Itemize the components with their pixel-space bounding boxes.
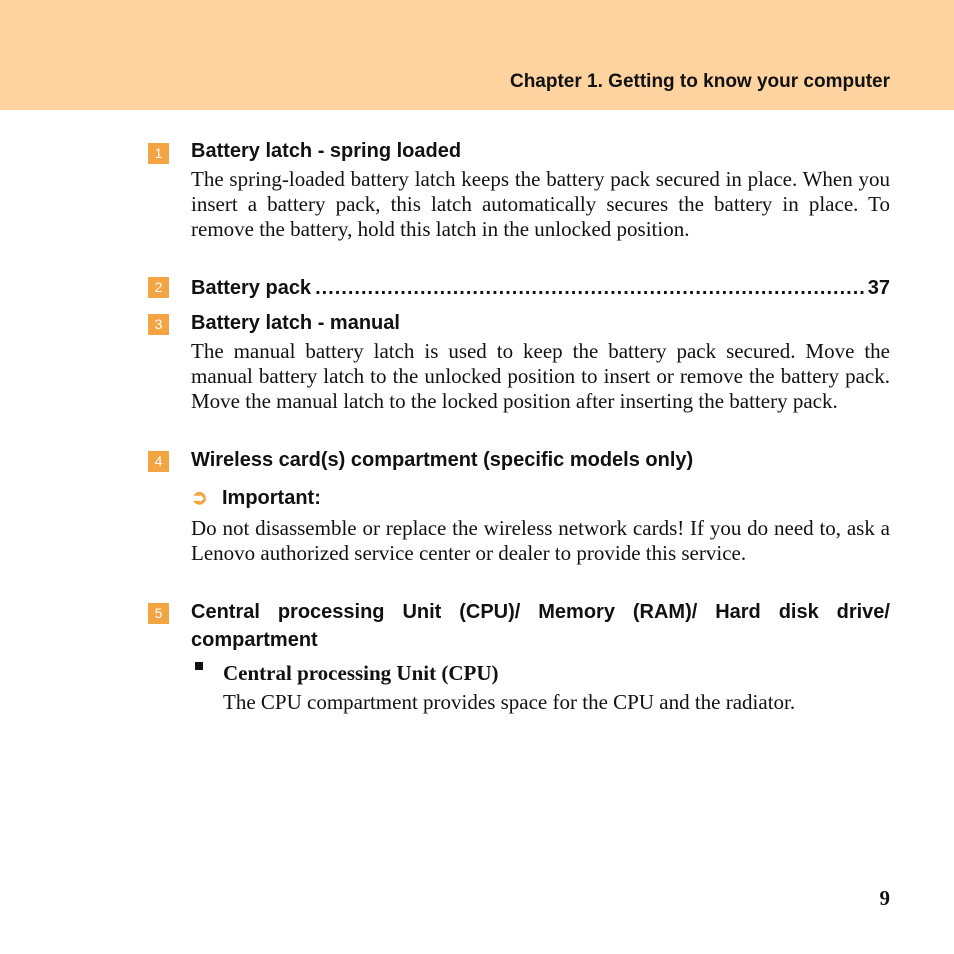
item-description: The spring-loaded battery latch keeps the battery pack secured in place. When you insert a battery pack, this latch automatically secures the battery in place. To remove the battery, hold this latch in the unlocked position. [191, 167, 890, 241]
callout-number-badge: 2 [148, 277, 169, 298]
callout-number-badge: 3 [148, 314, 169, 335]
toc-entry-title: Battery pack [191, 277, 312, 299]
item-heading: Wireless card(s) compartment (specific models only) [191, 449, 694, 471]
square-bullet-icon [195, 662, 203, 670]
important-label: Important: [222, 487, 321, 509]
page-number: 9 [879, 886, 890, 910]
page-header [0, 0, 954, 110]
important-body: Do not disassemble or replace the wireless network cards! If you do need to, ask a Lenovo authorized service center or dealer to provide this service. [191, 516, 890, 565]
chapter-title: Chapter 1. Getting to know your computer [509, 71, 890, 92]
toc-entry-battery-pack [191, 275, 890, 301]
callout-number-badge: 5 [148, 603, 169, 624]
item-heading: Battery latch - manual [191, 312, 400, 334]
item-description: The manual battery latch is used to keep the battery pack secured. Move the manual battery latch to the unlocked position to insert or remove the battery pack. Move the manual latch to the locked position after inserting the battery pack. [191, 339, 890, 413]
item-heading: Central processing Unit (CPU)/ Memory (RAM)/ Hard disk drive/ compartment [191, 601, 890, 651]
callout-number-badge: 4 [148, 451, 169, 472]
arrow-right-icon: ➲ [191, 487, 208, 509]
toc-entry-page: 37 [867, 277, 890, 299]
sub-item-description: The CPU compartment provides space for the CPU and the radiator. [223, 690, 796, 714]
toc-leader-dots [315, 275, 864, 301]
sub-item-heading: Central processing Unit (CPU) [223, 661, 499, 685]
item-heading: Battery latch - spring loaded [191, 140, 462, 162]
important-notice [191, 485, 321, 511]
callout-number-badge: 1 [148, 143, 169, 164]
